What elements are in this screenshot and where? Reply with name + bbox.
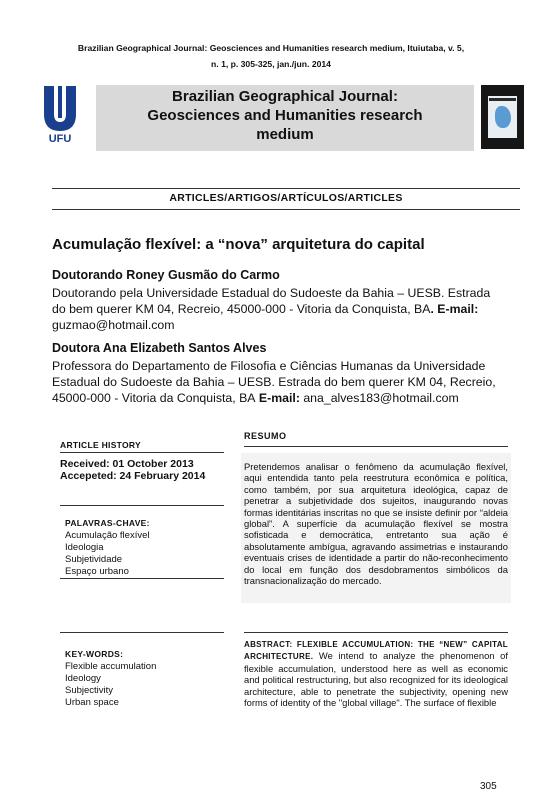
author-name-2: Doutora Ana Elizabeth Santos Alves <box>52 341 267 355</box>
citation-line-2: n. 1, p. 305-325, jan./jun. 2014 <box>211 59 331 69</box>
author-name-1: Doutorando Roney Gusmão do Carmo <box>52 268 280 282</box>
keywords-label: KEY-WORDS: <box>65 649 124 659</box>
keywords-divider <box>60 632 224 633</box>
affil-1-email: guzmao@hotmail.com <box>52 318 175 332</box>
palavra-chave-item: Acumulação flexível <box>65 530 150 541</box>
journal-cover-map-icon <box>495 106 511 128</box>
palavra-chave-item: Espaço urbano <box>65 566 129 577</box>
affil-2-line-1: Professora do Departamento de Filosofia e Ciências Humanas da Universidade <box>52 359 486 373</box>
journal-cover-bar <box>489 98 516 101</box>
ufu-logo-icon <box>40 84 80 134</box>
affil-2-email-label: E-mail: <box>255 391 300 405</box>
journal-title <box>96 87 474 144</box>
affil-2-line-3 <box>52 390 522 406</box>
section-label: ARTICLES/ARTIGOS/ARTÍCULOS/ARTICLES <box>169 192 403 204</box>
affil-2-line-2: Estadual do Sudoeste da Bahia – UESB. Estrada do bem querer KM 04, Recreio, <box>52 375 496 389</box>
palavra-chave-item: Ideologia <box>65 542 104 553</box>
affil-1-line-2 <box>52 301 522 317</box>
ufu-logo-text: UFU <box>48 133 72 145</box>
resumo-heading: RESUMO <box>244 431 287 441</box>
resumo-body: Pretendemos analisar o fenômeno da acumulação flexível, aqui entendida tanto pela reestrutura econômica e política, como também, por sua arquitetura ideológica, capaz de penetrar a subjetividade dos sujeitos, inaugurando novas formas identitárias inscritas no que se insiste definir por “aldeia global”. A superfície da acumulação flexível se mostra sofisticada e democrática, entretanto sua ação é absolutamente ambígua, agravando assimetrias e instaurando eventuais crises de identidade a partir do não-reconhecimento do local em função dos desdobramentos simbólicos da transnacionalização do mercado. <box>244 461 508 587</box>
keyword-item: Ideology <box>65 673 101 684</box>
resumo-divider <box>244 446 508 447</box>
keyword-item: Flexible accumulation <box>65 661 157 672</box>
abstract-lead: ABSTRACT: FLEXIBLE ACCUMULATION: THE “NEW” CAPITAL ARCHITECTURE. <box>244 640 508 662</box>
palavras-divider-top <box>60 505 224 506</box>
affil-2-line-3-text: 45000-000 - Vitoria da Conquista, BA <box>52 391 256 405</box>
author-affiliation-2 <box>52 358 522 406</box>
abstract-text: We intend to analyze the phenomenon of flexible accumulation, understood here as well as economic and political restructuring, but also recognized for its ideological architecture, able to penetrate the subjectivity, opening new forms of identity of the "global village". The surface of flexible <box>244 650 508 709</box>
section-divider-bottom <box>52 209 520 210</box>
palavras-divider-bottom <box>60 578 224 579</box>
abstract-divider <box>244 632 508 633</box>
affil-1-line-2-text: do bem querer KM 04, Recreio, 45000-000 - Vitoria da Conquista, BA <box>52 302 431 316</box>
affil-1-email-label: . E-mail: <box>430 302 479 316</box>
keyword-item: Subjectivity <box>65 685 114 696</box>
palavra-chave-item: Subjetividade <box>65 554 123 565</box>
journal-title-line-1: Brazilian Geographical Journal: <box>172 88 398 105</box>
journal-title-line-2: Geosciences and Humanities research <box>147 107 423 124</box>
palavras-chave-label: PALAVRAS-CHAVE: <box>65 518 150 528</box>
accepted-date: Accepeted: 24 February 2014 <box>60 470 206 482</box>
keyword-item: Urban space <box>65 697 119 708</box>
article-history-label: ARTICLE HISTORY <box>60 440 142 450</box>
author-affiliation-1 <box>52 285 522 333</box>
article-title: Acumulação flexível: a “nova” arquitetura do capital <box>52 236 425 253</box>
journal-title-line-3: medium <box>256 126 314 143</box>
page-number: 305 <box>480 781 497 792</box>
abstract-body <box>244 638 508 708</box>
citation-line-1: Brazilian Geographical Journal: Geosciences and Humanities research medium, Ituiutaba, v. 5, <box>77 43 465 53</box>
citation-header <box>40 40 502 72</box>
affil-2-email: ana_alves183@hotmail.com <box>299 391 459 405</box>
affil-1-line-1: Doutorando pela Universidade Estadual do Sudoeste da Bahia – UESB. Estrada <box>52 286 491 300</box>
received-date: Received: 01 October 2013 <box>60 458 194 470</box>
article-history-divider <box>60 452 224 453</box>
section-divider-top <box>52 188 520 189</box>
